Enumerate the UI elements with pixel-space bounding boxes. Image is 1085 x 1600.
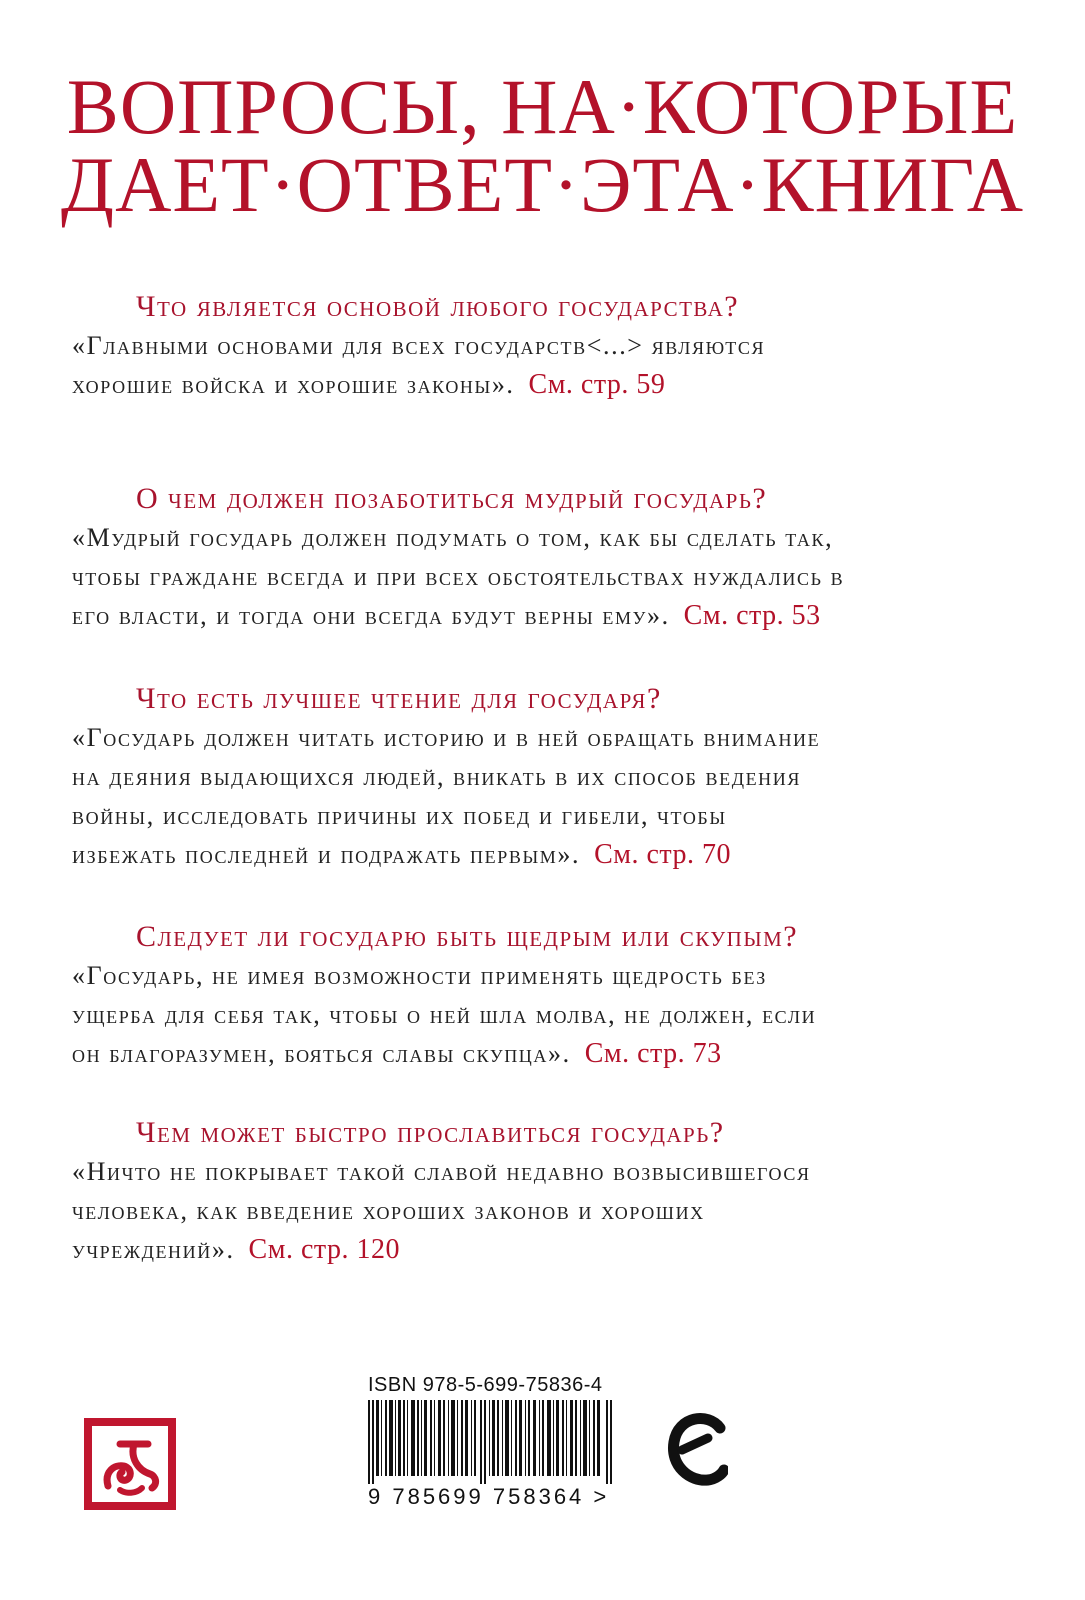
question: О чем должен позаботиться мудрый государь? [136, 482, 768, 515]
answer-line: учреждений». См. стр. 120 [72, 1234, 400, 1265]
isbn-label: ISBN 978-5-699-75836-4 [368, 1374, 603, 1396]
answer-line: войны, исследовать причины их побед и гибели, чтобы [72, 801, 727, 830]
answer-line: человека, как введение хороших законов и хороших [72, 1196, 705, 1225]
answer-line: хорошие войска и хорошие законы». См. стр. 59 [72, 369, 666, 400]
page-reference: См. стр. 70 [594, 839, 731, 870]
qa-block-3 [72, 680, 1032, 874]
barcode-bars [368, 1400, 616, 1484]
page-reference: См. стр. 73 [584, 1038, 722, 1069]
answer-line: его власти, и тогда они всегда будут верны ему». См. стр. 53 [72, 600, 821, 631]
answer-line: «Государь, не имея возможности применять щедрость без [72, 961, 767, 990]
answer [72, 956, 1032, 1073]
question: Следует ли государю быть щедрым или скупым? [136, 920, 799, 953]
series-logo-icon [80, 1414, 180, 1514]
question: Что является основой любого государства? [136, 290, 740, 323]
answer-line: «Мудрый государь должен подумать о том, как бы сделать так, [72, 523, 834, 552]
answer [72, 718, 1032, 874]
page-reference: См. стр. 120 [248, 1234, 400, 1265]
answer-line: чтобы граждане всегда и при всех обстоятельствах нуждались в [72, 562, 845, 591]
answer [72, 326, 1032, 404]
question: Что есть лучшее чтение для государя? [136, 682, 662, 715]
answer-line: избежать последней и подражать первым». См. стр. 70 [72, 839, 731, 870]
barcode [368, 1374, 638, 1514]
publisher-logo-icon [664, 1408, 728, 1492]
question: Чем может быстро прославиться государь? [136, 1116, 725, 1149]
page-reference: См. стр. 59 [528, 369, 666, 400]
answer-line: ущерба для себя так, чтобы о ней шла молва, не должен, если [72, 1000, 817, 1029]
page-reference: См. стр. 53 [683, 600, 821, 631]
cover-title [0, 63, 1085, 228]
qa-block-1 [72, 288, 1032, 404]
barcode-digits: 9 785699 758364 > [368, 1484, 610, 1509]
qa-block-4 [72, 918, 1032, 1073]
answer-line: «Ничто не покрывает такой славой недавно возвысившегося [72, 1157, 811, 1186]
answer-line: на деяния выдающихся людей, вникать в их способ ведения [72, 762, 801, 791]
answer [72, 1152, 1032, 1269]
title-line-1: ВОПРОСЫ, НА·КОТОРЫЕ [66, 63, 1019, 150]
answer [72, 518, 1032, 635]
answer-line: он благоразумен, бояться славы скупца». См. стр. 73 [72, 1038, 722, 1069]
title-line-2: ДАЕТ·ОТВЕТ·ЭТА·КНИГА [60, 141, 1025, 228]
answer-line: «Главными основами для всех государств<...> являются [72, 331, 766, 360]
answer-line: «Государь должен читать историю и в ней обращать внимание [72, 723, 821, 752]
qa-block-5 [72, 1114, 1032, 1269]
qa-block-2 [72, 480, 1032, 635]
